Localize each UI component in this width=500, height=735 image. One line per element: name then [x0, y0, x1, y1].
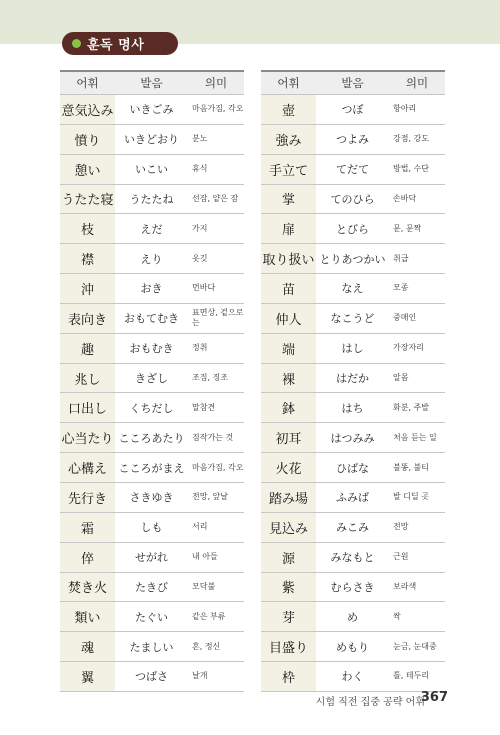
meaning-cell: 방법, 수단 — [389, 154, 445, 184]
word-cell: 焚き火 — [60, 572, 115, 602]
table-row — [60, 393, 244, 423]
reading-cell: つばさ — [115, 662, 188, 692]
reading-cell: こころがまえ — [115, 453, 188, 483]
word-cell: 趣 — [60, 333, 115, 363]
word-cell: 憩い — [60, 154, 115, 184]
reading-cell: いきごみ — [115, 95, 188, 125]
word-cell: 心当たり — [60, 423, 115, 453]
meaning-cell: 혼, 정신 — [188, 632, 244, 662]
reading-cell: むらさき — [316, 572, 389, 602]
meaning-cell: 전망 — [389, 512, 445, 542]
reading-cell: こころあたり — [115, 423, 188, 453]
section-title: 훈독 명사 — [87, 38, 145, 53]
meaning-cell: 분노 — [188, 124, 244, 154]
table-row — [261, 333, 445, 363]
table-row — [261, 214, 445, 244]
meaning-cell: 모닥불 — [188, 572, 244, 602]
reading-cell: め — [316, 602, 389, 632]
meaning-cell: 강점, 강도 — [389, 124, 445, 154]
table-row — [60, 363, 244, 393]
reading-cell: なえ — [316, 274, 389, 304]
meaning-cell: 마음가짐, 각오 — [188, 95, 244, 125]
table-row — [60, 542, 244, 572]
word-cell: 枠 — [261, 662, 316, 692]
reading-cell: くちだし — [115, 393, 188, 423]
word-cell: うたた寝 — [60, 184, 115, 214]
word-cell: 兆し — [60, 363, 115, 393]
word-cell: 沖 — [60, 274, 115, 304]
reading-cell: いこい — [115, 154, 188, 184]
table-row — [261, 393, 445, 423]
table-row — [60, 124, 244, 154]
section-tab — [62, 32, 178, 55]
table-row — [60, 184, 244, 214]
table-row — [60, 572, 244, 602]
word-cell: 先行き — [60, 482, 115, 512]
word-cell: 裸 — [261, 363, 316, 393]
word-cell: 初耳 — [261, 423, 316, 453]
meaning-cell: 불똥, 불티 — [389, 453, 445, 483]
header-word: 어휘 — [60, 71, 115, 95]
table-row — [261, 542, 445, 572]
meaning-cell: 표면상, 겉으로는 — [188, 303, 244, 333]
table-row — [60, 602, 244, 632]
reading-cell: とびら — [316, 214, 389, 244]
table-row — [261, 572, 445, 602]
word-cell: 扉 — [261, 214, 316, 244]
table-row — [261, 154, 445, 184]
reading-cell: はつみみ — [316, 423, 389, 453]
table-row — [60, 423, 244, 453]
table-row — [60, 453, 244, 483]
meaning-cell: 보라색 — [389, 572, 445, 602]
meaning-cell: 가장자리 — [389, 333, 445, 363]
header-meaning: 의미 — [188, 71, 244, 95]
word-cell: 仲人 — [261, 303, 316, 333]
word-cell: 霜 — [60, 512, 115, 542]
word-cell: 強み — [261, 124, 316, 154]
table-row — [60, 662, 244, 692]
reading-cell: たきび — [115, 572, 188, 602]
meaning-cell: 처음 듣는 일 — [389, 423, 445, 453]
table-row — [60, 333, 244, 363]
reading-cell: おき — [115, 274, 188, 304]
word-cell: 端 — [261, 333, 316, 363]
meaning-cell: 옷깃 — [188, 244, 244, 274]
header-word: 어휘 — [261, 71, 316, 95]
page-number: 367 — [420, 690, 448, 705]
word-cell: 踏み場 — [261, 482, 316, 512]
meaning-cell: 근원 — [389, 542, 445, 572]
word-cell: 倅 — [60, 542, 115, 572]
word-cell: 意気込み — [60, 95, 115, 125]
word-cell: 壺 — [261, 95, 316, 125]
meaning-cell: 휴식 — [188, 154, 244, 184]
meaning-cell: 모종 — [389, 274, 445, 304]
reading-cell: おもてむき — [115, 303, 188, 333]
meaning-cell: 같은 부류 — [188, 602, 244, 632]
meaning-cell: 취급 — [389, 244, 445, 274]
reading-cell: めもり — [316, 632, 389, 662]
meaning-cell: 틀, 테두리 — [389, 662, 445, 692]
table-row — [261, 602, 445, 632]
vocab-table-right — [261, 70, 445, 692]
reading-cell: うたたね — [115, 184, 188, 214]
word-cell: 表向き — [60, 303, 115, 333]
table-header-row — [261, 71, 445, 95]
footer-book-title: 시험 직전 집중 공략 어휘 — [315, 697, 425, 708]
meaning-cell: 중매인 — [389, 303, 445, 333]
reading-cell: ひばな — [316, 453, 389, 483]
meaning-cell: 화분, 주발 — [389, 393, 445, 423]
meaning-cell: 손바닥 — [389, 184, 445, 214]
reading-cell: つよみ — [316, 124, 389, 154]
reading-cell: おもむき — [115, 333, 188, 363]
meaning-cell: 싹 — [389, 602, 445, 632]
meaning-cell: 전망, 앞날 — [188, 482, 244, 512]
word-cell: 襟 — [60, 244, 115, 274]
word-cell: 翼 — [60, 662, 115, 692]
meaning-cell: 서리 — [188, 512, 244, 542]
table-row — [60, 303, 244, 333]
table-row — [261, 184, 445, 214]
meaning-cell: 정취 — [188, 333, 244, 363]
reading-cell: えり — [115, 244, 188, 274]
meaning-cell: 마음가짐, 각오 — [188, 453, 244, 483]
bullet-dot-icon — [72, 39, 81, 48]
reading-cell: きざし — [115, 363, 188, 393]
meaning-cell: 짐작가는 것 — [188, 423, 244, 453]
reading-cell: てだて — [316, 154, 389, 184]
reading-cell: みなもと — [316, 542, 389, 572]
word-cell: 枝 — [60, 214, 115, 244]
header-reading: 발음 — [115, 71, 188, 95]
meaning-cell: 문, 문짝 — [389, 214, 445, 244]
word-cell: 紫 — [261, 572, 316, 602]
meaning-cell: 날개 — [188, 662, 244, 692]
reading-cell: しも — [115, 512, 188, 542]
table-row — [261, 124, 445, 154]
table-row — [261, 423, 445, 453]
table-row — [60, 482, 244, 512]
meaning-cell: 선잠, 얕은 잠 — [188, 184, 244, 214]
word-cell: 口出し — [60, 393, 115, 423]
table-row — [60, 512, 244, 542]
meaning-cell: 발 디딜 곳 — [389, 482, 445, 512]
table-row — [60, 214, 244, 244]
meaning-cell: 내 아들 — [188, 542, 244, 572]
reading-cell: はち — [316, 393, 389, 423]
table-row — [60, 154, 244, 184]
meaning-cell: 항아리 — [389, 95, 445, 125]
meaning-cell: 가지 — [188, 214, 244, 244]
word-cell: 鉢 — [261, 393, 316, 423]
meaning-cell: 눈금, 눈대중 — [389, 632, 445, 662]
header-reading: 발음 — [316, 71, 389, 95]
word-cell: 源 — [261, 542, 316, 572]
table-row — [261, 512, 445, 542]
reading-cell: はし — [316, 333, 389, 363]
table-row — [261, 482, 445, 512]
word-cell: 苗 — [261, 274, 316, 304]
reading-cell: えだ — [115, 214, 188, 244]
reading-cell: てのひら — [316, 184, 389, 214]
word-cell: 心構え — [60, 453, 115, 483]
table-row — [60, 632, 244, 662]
reading-cell: なこうど — [316, 303, 389, 333]
reading-cell: はだか — [316, 363, 389, 393]
reading-cell: つぼ — [316, 95, 389, 125]
table-row — [60, 274, 244, 304]
word-cell: 憤り — [60, 124, 115, 154]
word-cell: 手立て — [261, 154, 316, 184]
word-cell: 掌 — [261, 184, 316, 214]
meaning-cell: 조짐, 징조 — [188, 363, 244, 393]
reading-cell: わく — [316, 662, 389, 692]
table-row — [261, 274, 445, 304]
reading-cell: たぐい — [115, 602, 188, 632]
word-cell: 芽 — [261, 602, 316, 632]
word-cell: 魂 — [60, 632, 115, 662]
vocab-table-left — [60, 70, 244, 692]
reading-cell: とりあつかい — [316, 244, 389, 274]
meaning-cell: 알몸 — [389, 363, 445, 393]
table-row — [261, 453, 445, 483]
table-row — [261, 95, 445, 125]
header-meaning: 의미 — [389, 71, 445, 95]
table-row — [261, 244, 445, 274]
reading-cell: みこみ — [316, 512, 389, 542]
table-row — [261, 303, 445, 333]
reading-cell: ふみば — [316, 482, 389, 512]
word-cell: 取り扱い — [261, 244, 316, 274]
reading-cell: たましい — [115, 632, 188, 662]
table-row — [261, 363, 445, 393]
meaning-cell: 말참견 — [188, 393, 244, 423]
table-row — [60, 95, 244, 125]
word-cell: 類い — [60, 602, 115, 632]
reading-cell: せがれ — [115, 542, 188, 572]
table-row — [261, 632, 445, 662]
word-cell: 目盛り — [261, 632, 316, 662]
table-header-row — [60, 71, 244, 95]
word-cell: 火花 — [261, 453, 316, 483]
word-cell: 見込み — [261, 512, 316, 542]
reading-cell: さきゆき — [115, 482, 188, 512]
meaning-cell: 먼바다 — [188, 274, 244, 304]
reading-cell: いきどおり — [115, 124, 188, 154]
table-row — [60, 244, 244, 274]
table-row — [261, 662, 445, 692]
